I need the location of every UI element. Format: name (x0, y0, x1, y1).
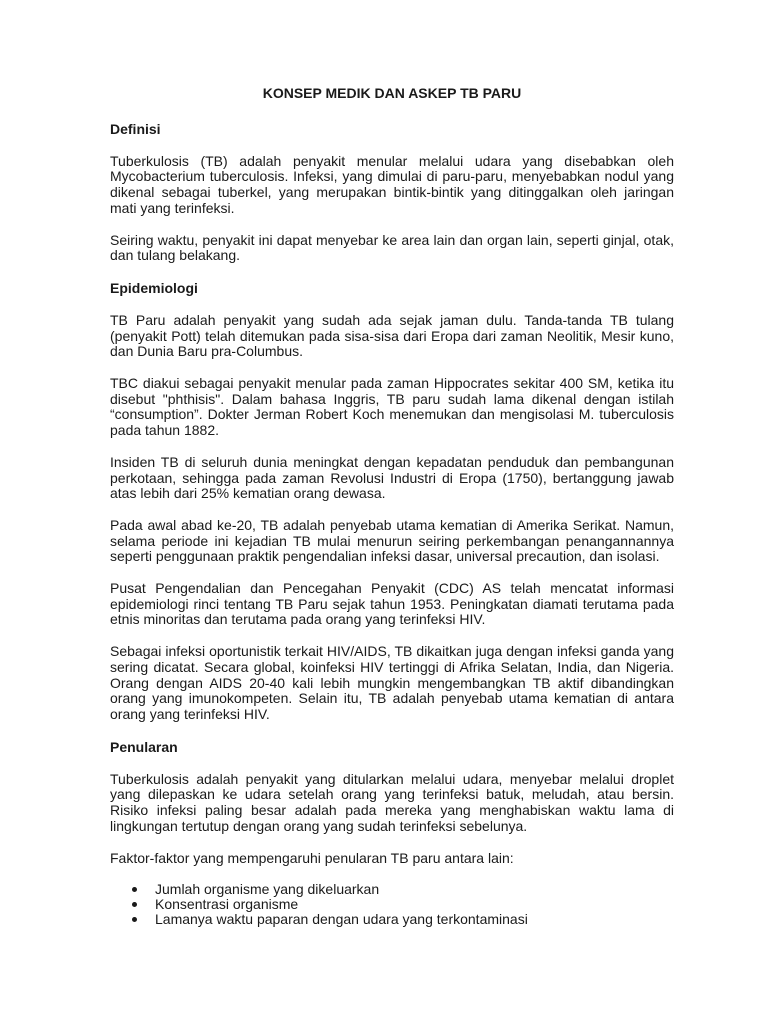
list-item-text: Jumlah organisme yang dikeluarkan (155, 881, 380, 898)
section-penularan (110, 739, 674, 928)
section-epidemiologi (110, 280, 674, 723)
bullet-icon (132, 902, 137, 907)
paragraph: Tuberkulosis (TB) adalah penyakit menular melalui udara yang disebabkan oleh Mycobacterium tuberculosis. Infeksi, yang dimulai di paru-paru, menyebabkan nodul yang dikenal sebagai tuberkel, yang merupakan bintik-bintik yang ditinggalkan oleh jaringan mati yang terinfeksi. (110, 152, 674, 216)
paragraph: TBC diakui sebagai penyakit menular pada zaman Hippocrates sekitar 400 SM, ketika itu disebut "phthisis". Dalam bahasa Inggris, TB paru sudah lama dikenal dengan istilah “consumption”. Dokter Jerman Robert Koch menemukan dan mengisolasi M. tuberculosis pada tahun 1882. (110, 375, 674, 439)
paragraph: Seiring waktu, penyakit ini dapat menyebar ke area lain dan organ lain, seperti ginjal, otak, dan tulang belakang. (110, 231, 674, 264)
list-item-text: Lamanya waktu paparan dengan udara yang terkontaminasi (155, 911, 528, 928)
paragraph: Insiden TB di seluruh dunia meningkat dengan kepadatan penduduk dan pembangunan perkotaan, sehingga pada zaman Revolusi Industri di Eropa (1750), bertanggung jawab atas lebih dari 25% kematian orang dewasa. (110, 453, 674, 502)
list-item (110, 882, 674, 897)
paragraph: Sebagai infeksi oportunistik terkait HIV/AIDS, TB dikaitkan juga dengan infeksi ganda yang sering dicatat. Secara global, koinfeksi HIV tertinggi di Afrika Selatan, India, dan Nigeria. Orang dengan AIDS 20-40 kali lebih mungkin mengembangkan TB aktif dibandingkan orang yang imunokompeten. Selain itu, TB adalah penyebab utama kematian di antara orang yang terinfeksi HIV. (110, 643, 674, 722)
paragraph: Faktor-faktor yang mempengaruhi penularan TB paru antara lain: (110, 849, 514, 866)
paragraph: Tuberkulosis adalah penyakit yang ditularkan melalui udara, menyebar melalui droplet yang dilepaskan ke udara setelah orang yang terinfeksi batuk, meludah, atau bersin. Risiko infeksi paling besar adalah pada mereka yang menghabiskan waktu lama di lingkungan tertutup dengan orang yang sudah terinfeksi sebelunya. (110, 770, 674, 834)
document-title: KONSEP MEDIK DAN ASKEP TB PARU (262, 85, 522, 101)
section-heading: Penularan (110, 738, 178, 755)
bullet-icon (132, 917, 137, 922)
section-definisi (110, 121, 674, 264)
bullet-list (110, 882, 674, 927)
list-item (110, 912, 674, 927)
list-item (110, 897, 674, 912)
section-heading: Epidemiologi (110, 279, 198, 296)
document-page (110, 86, 674, 927)
paragraph: Pusat Pengendalian dan Pencegahan Penyakit (CDC) AS telah mencatat informasi epidemiologi rinci tentang TB Paru sejak tahun 1953. Peningkatan diamati terutama pada etnis minoritas dan terutama pada orang yang terinfeksi HIV. (110, 580, 674, 628)
paragraph: TB Paru adalah penyakit yang sudah ada sejak jaman dulu. Tanda-tanda TB tulang (penyakit Pott) telah ditemukan pada sisa-sisa dari Eropa dari zaman Neolitik, Mesir kuno, dan Dunia Baru pra-Columbus. (110, 311, 674, 360)
section-heading: Definisi (110, 120, 161, 137)
list-item-text: Konsentrasi organisme (155, 896, 299, 913)
paragraph: Pada awal abad ke-20, TB adalah penyebab utama kematian di Amerika Serikat. Namun, selama periode ini kejadian TB mulai menurun seiring perkembangan penangannannya seperti penggunaan praktik pengendalian infeksi dasar, universal precaution, dan isolasi. (110, 516, 674, 565)
bullet-icon (132, 887, 137, 892)
